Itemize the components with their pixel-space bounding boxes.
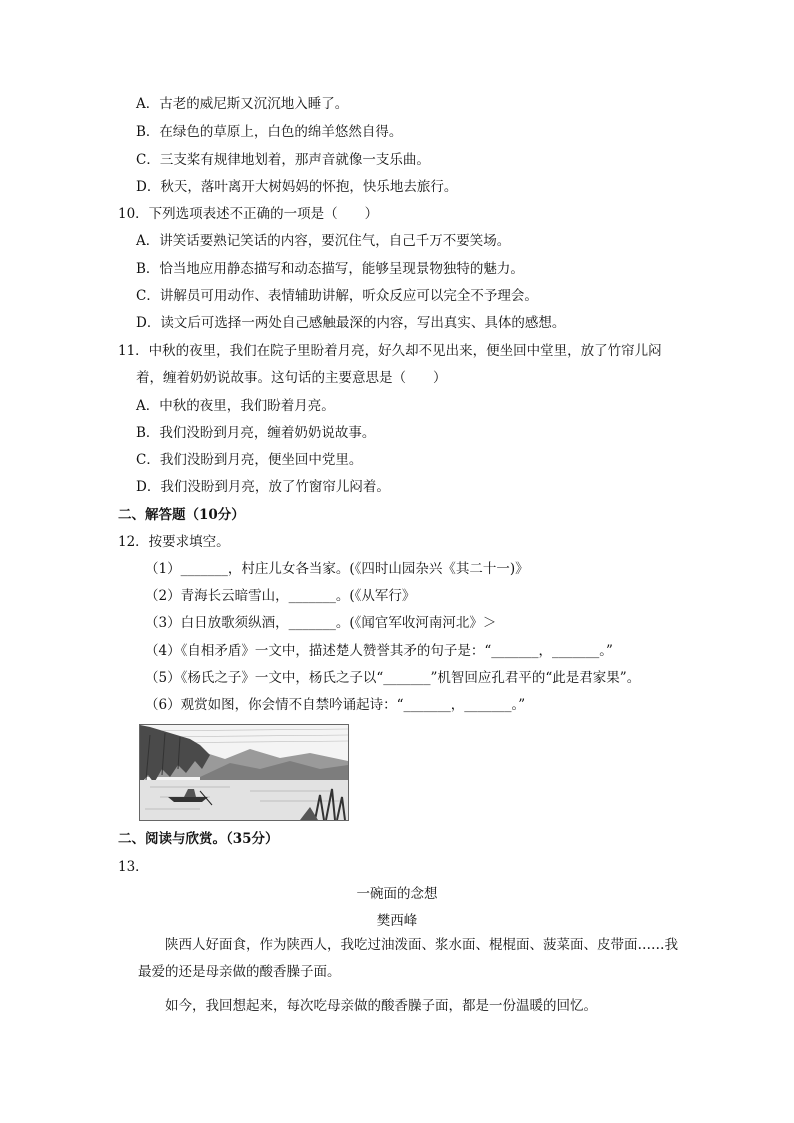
q11-option-a: A．中秋的夜里，我们盼着月亮。 [136, 398, 335, 414]
section3-title: 二、阅读与欣赏。（35分） [118, 831, 279, 847]
q12-stem: 12．按要求填空。 [118, 534, 230, 550]
essay-author: 樊西峰 [376, 913, 418, 929]
q11-stem-line1: 11．中秋的夜里，我们在院子里盼着月亮，好久却不见出来，便坐回中堂里，放了竹帘儿闷 [118, 343, 662, 359]
q12-item-4: （4）《自相矛盾》一文中，描述楚人赞誉其矛的句子是：“_______，_______。” [145, 643, 613, 659]
q13-number: 13． [118, 859, 149, 875]
q9-option-a: A．古老的威尼斯又沉沉地入睡了。 [136, 96, 349, 112]
essay-paragraph-2: 如今，我回想起来，每次吃母亲做的酸香臊子面，都是一份温暖的回忆。 [165, 998, 597, 1014]
q11-stem-line2: 着，缠着奶奶说故事。这句话的主要意思是（ ） [136, 370, 447, 386]
landscape-illustration [139, 724, 349, 821]
q12-item-5: （5）《杨氏之子》一文中，杨氏之子以“_______”机智回应孔君平的“此是君家果”。 [145, 670, 641, 686]
q10-option-c: C．讲解员可用动作、表情辅助讲解，听众反应可以完全不予理会。 [136, 288, 538, 304]
q9-option-d: D．秋天，落叶离开大树妈妈的怀抱，快乐地去旅行。 [136, 179, 458, 195]
q12-item-6: （6）观赏如图，你会情不自禁吟诵起诗：“_______，_______。” [145, 697, 526, 713]
q9-option-b: B．在绿色的草原上，白色的绵羊悠然自得。 [136, 124, 403, 140]
essay-title: 一碗面的念想 [356, 886, 438, 902]
section2-title: 二、解答题（10分） [118, 507, 245, 523]
q10-stem: 10．下列选项表述不正确的一项是（ ） [118, 206, 379, 222]
q11-option-c: C．我们没盼到月亮，便坐回中党里。 [136, 452, 363, 468]
q10-option-a: A．讲笑话要熟记笑话的内容，要沉住气，自己千万不要笑场。 [136, 233, 511, 249]
q10-option-b: B．恰当地应用静态描写和动态描写，能够呈现景物独特的魅力。 [136, 261, 524, 277]
q10-option-d: D．读文后可选择一两处自己感触最深的内容，写出真实、具体的感想。 [136, 315, 566, 331]
essay-paragraph-1: 陕西人好面食，作为陕西人，我吃过油泼面、浆水面、棍棍面、菠菜面、皮带面……我最爱的还是母亲做的酸香臊子面。 [138, 937, 678, 980]
q12-item-1: （1）_______，村庄儿女各当家。(《四时山园杂兴《其二十一)》 [145, 561, 529, 577]
q11-option-d: D．我们没盼到月亮，放了竹窗帘儿闷着。 [136, 479, 390, 495]
q11-option-b: B．我们没盼到月亮，缠着奶奶说故事。 [136, 425, 376, 441]
q12-item-2: （2）青海长云暗雪山，_______。(《从军行》 [145, 588, 416, 604]
q9-option-c: C．三支桨有规律地划着，那声音就像一支乐曲。 [136, 152, 430, 168]
q12-item-3: （3）白日放歌须纵酒，_______。(《闻官军收河南河北》＞ [145, 615, 497, 631]
